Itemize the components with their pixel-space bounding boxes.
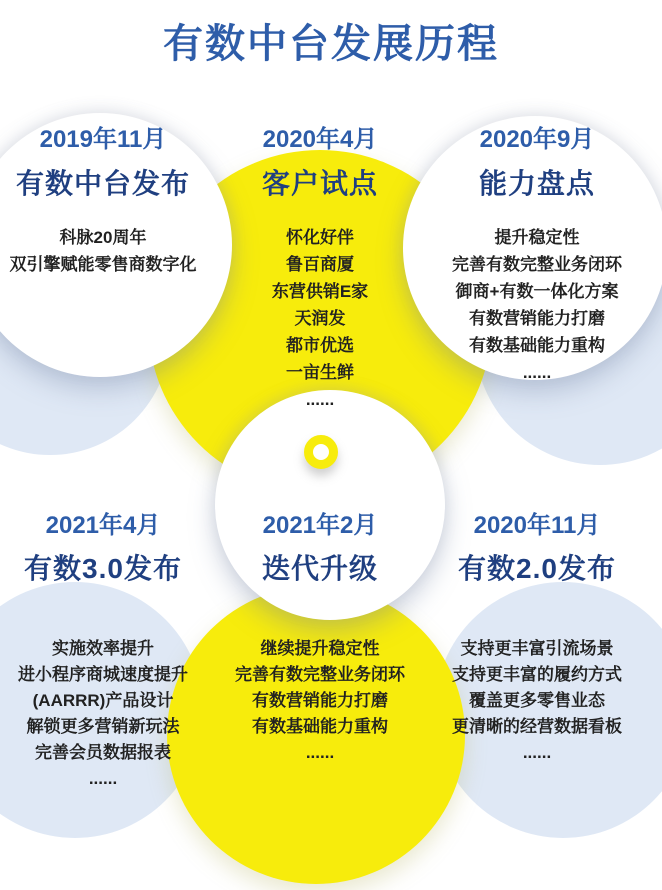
detail-line: 有数营销能力打磨 xyxy=(252,691,388,710)
detail-line: 实施效率提升 xyxy=(52,639,154,658)
detail-line: 东营供销E家 xyxy=(271,282,369,301)
timeline-node-icon xyxy=(304,435,338,469)
milestone-date: 2021年4月 xyxy=(45,512,161,539)
detail-line: 更清晰的经营数据看板 xyxy=(452,717,622,736)
milestone-heading: 客户试点 xyxy=(261,168,378,199)
milestone-date: 2020年4月 xyxy=(262,126,378,153)
milestone-heading: 有数3.0发布 xyxy=(24,553,182,584)
page-title: 有数中台发展历程 xyxy=(163,22,499,66)
detail-line: ...... xyxy=(88,769,118,788)
milestone-details xyxy=(0,636,206,792)
milestone-card xyxy=(0,505,206,835)
detail-line: 御商+有数一体化方案 xyxy=(455,282,619,301)
detail-line: ...... xyxy=(522,743,552,762)
milestone-details xyxy=(432,636,642,766)
detail-line: 双引擎赋能零售商数字化 xyxy=(9,255,197,274)
detail-line: ...... xyxy=(522,363,552,382)
detail-line: 覆盖更多零售业态 xyxy=(469,691,605,710)
detail-line: 怀化好伴 xyxy=(286,228,354,247)
detail-line: 科脉20周年 xyxy=(59,228,147,247)
detail-line: 继续提升稳定性 xyxy=(260,639,380,658)
milestone-card xyxy=(0,119,206,439)
milestone-details xyxy=(215,636,425,766)
detail-line: 鲁百商厦 xyxy=(286,255,354,274)
detail-line: 进小程序商城速度提升 xyxy=(18,665,188,684)
detail-line: (AARRR)产品设计 xyxy=(32,691,174,710)
detail-line: 有数基础能力重构 xyxy=(469,336,605,355)
milestone-date: 2019年11月 xyxy=(39,126,167,153)
milestone-card xyxy=(432,119,642,439)
milestone-card xyxy=(215,505,425,835)
milestone-details xyxy=(432,224,642,386)
milestone-card xyxy=(432,505,642,835)
detail-line: 完善会员数据报表 xyxy=(35,743,171,762)
detail-line: 完善有数完整业务闭环 xyxy=(235,665,405,684)
detail-line: 有数营销能力打磨 xyxy=(469,309,605,328)
milestone-details xyxy=(0,224,206,278)
detail-line: 完善有数完整业务闭环 xyxy=(452,255,622,274)
milestone-heading: 能力盘点 xyxy=(478,168,595,199)
milestone-heading: 有数2.0发布 xyxy=(458,553,616,584)
detail-line: 有数基础能力重构 xyxy=(252,717,388,736)
detail-line: 支持更丰富的履约方式 xyxy=(452,665,622,684)
detail-line: 天润发 xyxy=(294,309,346,328)
milestone-details xyxy=(215,224,425,413)
milestone-heading: 迭代升级 xyxy=(261,553,378,584)
detail-line: ...... xyxy=(305,390,335,409)
detail-line: ...... xyxy=(305,743,335,762)
milestone-card xyxy=(215,119,425,439)
milestone-date: 2021年2月 xyxy=(262,512,378,539)
milestone-date: 2020年9月 xyxy=(479,126,595,153)
detail-line: 解锁更多营销新玩法 xyxy=(26,717,180,736)
detail-line: 提升稳定性 xyxy=(494,228,580,247)
milestone-date: 2020年11月 xyxy=(473,512,601,539)
milestone-heading: 有数中台发布 xyxy=(15,168,190,199)
detail-line: 支持更丰富引流场景 xyxy=(460,639,614,658)
detail-line: 一亩生鲜 xyxy=(286,363,354,382)
detail-line: 都市优选 xyxy=(286,336,354,355)
